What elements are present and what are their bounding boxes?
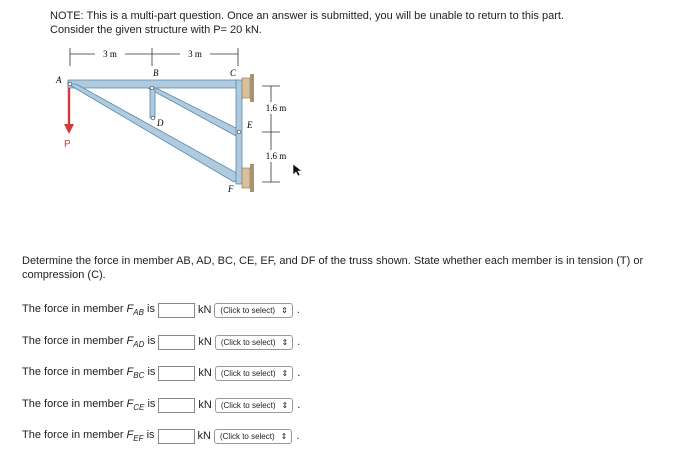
dim-ef: 1.6 m (265, 151, 287, 161)
question-text: Determine the force in member AB, AD, BC, CE, EF, and DF of the truss shown. State whether each member is in tension (T) or compression (C). (22, 255, 644, 281)
unit-label: kN (198, 336, 212, 348)
tension-compression-select-ad[interactable]: (Click to select) ⇕ (215, 335, 293, 350)
label-d: D (157, 118, 164, 128)
answer-row-ce: The force in member $F_{CE}$ is kN (Click to select) ⇕ . (22, 397, 301, 413)
label-f: F (228, 184, 234, 194)
label-p: P (64, 139, 71, 150)
answer-row-ad: The force in member $F_{AD}$ is kN (Click to select) ⇕ . (22, 334, 301, 350)
row-label: The force in member $F_{AD}$ is (22, 334, 156, 350)
select-arrows-icon: ⇕ (281, 337, 289, 347)
note-block (50, 9, 690, 37)
dim-ab: 3 m (103, 49, 117, 59)
tension-compression-select-ef[interactable]: (Click to select) ⇕ (214, 429, 292, 444)
row-label: The force in member $F_{BC}$ is (22, 365, 156, 381)
row-label: The force in member $F_{CE}$ is (22, 397, 156, 413)
force-ab-input[interactable] (158, 303, 195, 318)
truss-figure (40, 44, 340, 204)
note-lead: NOTE: This is a multi-part question. Once an answer is submitted, you will be unable to return to this part. (50, 10, 564, 22)
unit-label: kN (197, 304, 212, 316)
select-arrows-icon: ⇕ (280, 431, 288, 441)
tension-compression-select-ce[interactable]: (Click to select) ⇕ (215, 398, 293, 413)
answer-row-ab: The force in member $F_{AB}$ is kN (Click to select) ⇕ . (22, 302, 300, 318)
select-arrows-icon: ⇕ (281, 305, 288, 315)
force-bc-input[interactable] (158, 366, 195, 381)
force-ef-input[interactable] (158, 429, 195, 444)
label-e: E (247, 120, 253, 130)
force-ad-input[interactable] (158, 335, 195, 350)
force-ce-input[interactable] (158, 398, 195, 413)
label-b: B (153, 68, 159, 78)
row-label: The force in member $F_{AB}$ is (22, 302, 155, 318)
dim-bc: 3 m (188, 49, 202, 59)
note-line2: Consider the given structure with P= 20 kN. (50, 24, 262, 36)
dim-ce: 1.6 m (265, 103, 287, 113)
unit-label: kN (198, 399, 212, 411)
unit-label: kN (197, 430, 211, 442)
select-arrows-icon: ⇕ (281, 400, 289, 410)
tension-compression-select-ab[interactable]: (Click to select) ⇕ (214, 303, 292, 318)
label-c: C (230, 68, 237, 78)
mouse-cursor-icon (292, 163, 304, 177)
unit-label: kN (198, 367, 212, 379)
select-arrows-icon: ⇕ (281, 368, 289, 378)
label-a: A (56, 75, 62, 85)
answer-row-bc: The force in member $F_{BC}$ is kN (Click to select) ⇕ . (22, 365, 301, 381)
answer-row-ef: The force in member $F_{EF}$ is kN (Click to select) ⇕ . (22, 428, 300, 444)
row-label: The force in member $F_{EF}$ is (22, 428, 155, 444)
tension-compression-select-bc[interactable]: (Click to select) ⇕ (215, 366, 293, 381)
